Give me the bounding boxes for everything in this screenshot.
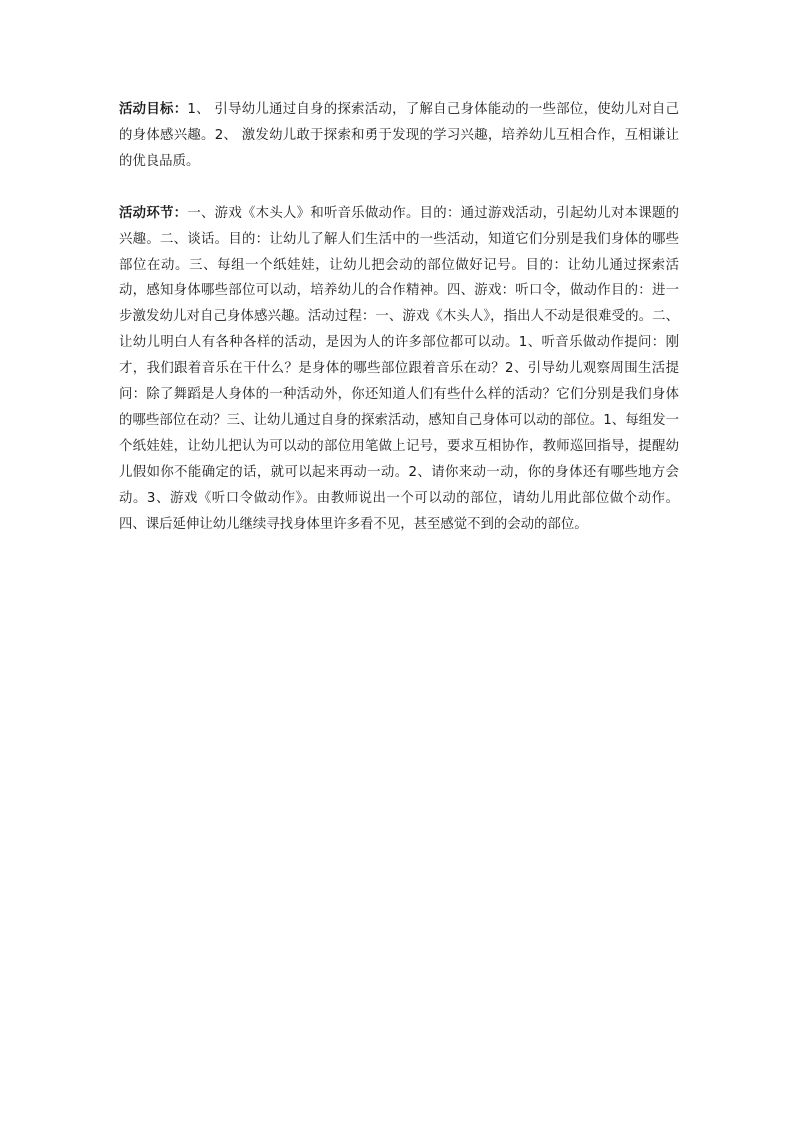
section-text: 1、 引导幼儿通过自身的探索活动，了解自己身体能动的一些部位，使幼儿对自己的身体感兴趣。2、 激发幼儿敢于探索和勇于发现的学习兴趣，培养幼儿互相合作，互相谦让的优良品质。: [119, 102, 680, 169]
section-activity-steps: [119, 201, 679, 538]
document-body: [119, 97, 679, 538]
section-label: 活动环节：: [119, 205, 188, 221]
section-text: 一、游戏《木头人》和听音乐做动作。目的：通过游戏活动，引起幼儿对本课题的兴趣。二、谈话。目的：让幼儿了解人们生活中的一些活动，知道它们分别是我们身体的哪些部位在动。三、每组一个纸娃娃，让幼儿把会动的部位做好记号。目的：让幼儿通过探索活动，感知身体哪些部位可以动，培养幼儿的合作精神。四、游戏：听口令，做动作目的：进一步激发幼儿对自己身体感兴趣。活动过程：一、游戏《木头人》，指出人不动是很难受的。二、让幼儿明白人有各种各样的活动，是因为人的许多部位都可以动。1、听音乐做动作提问：刚才，我们跟着音乐在干什么？是身体的哪些部位跟着音乐在动？2、引导幼儿观察周围生活提问：除了舞蹈是人身体的一种活动外，你还知道人们有些什么样的活动？它们分别是我们身体的哪些部位在动？三、让幼儿通过自身的探索活动，感知自己身体可以动的部位。1、每组发一个纸娃娃，让幼儿把认为可以动的部位用笔做上记号，要求互相协作，教师巡回指导，提醒幼儿假如你不能确定的话，就可以起来再动一动。2、请你来动一动，你的身体还有哪些地方会动。3、游戏《听口令做动作》。由教师说出一个可以动的部位，请幼儿用此部位做个动作。四、课后延伸让幼儿继续寻找身体里许多看不见，甚至感觉不到的会动的部位。: [119, 205, 679, 532]
section-activity-goals: [119, 97, 679, 175]
section-label: 活动目标：: [119, 102, 188, 117]
